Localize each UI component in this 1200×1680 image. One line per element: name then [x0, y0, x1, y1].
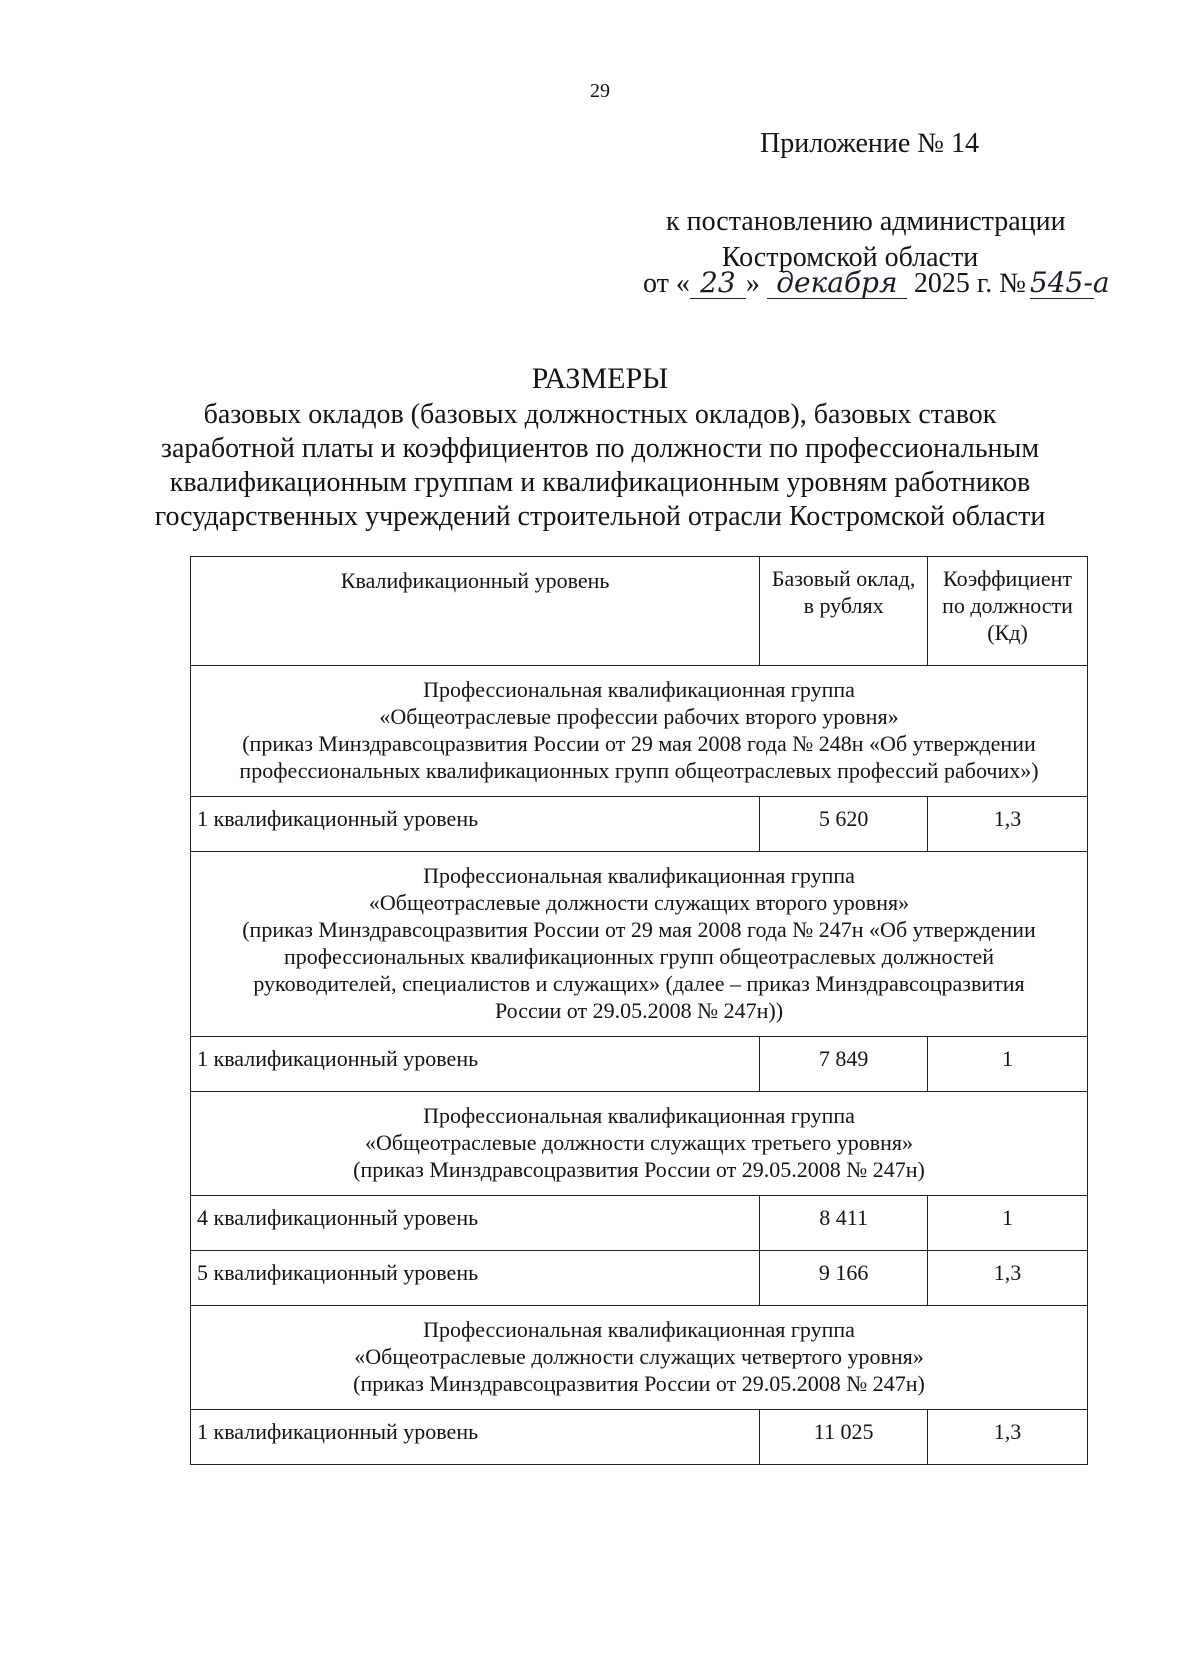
group-line: профессиональных квалификационных групп общеотраслевых должностей: [284, 944, 994, 969]
table-row: [191, 1037, 1088, 1092]
header-salary: [760, 557, 928, 666]
header-coef-line: Коэффициент: [943, 566, 1073, 591]
group-line: (приказ Минздравсоцразвития России от 29.05.2008 № 247н): [353, 1157, 925, 1182]
group-line: России от 29.05.2008 № 247н)): [494, 998, 784, 1023]
salary-cell: 8 411: [760, 1196, 928, 1251]
group-line: «Общеотраслевые должности служащих четвертого уровня»: [354, 1344, 924, 1369]
header-level: [191, 557, 760, 666]
group-line: «Общеотраслевые должности служащих второго уровня»: [368, 890, 910, 915]
salary-table: [190, 556, 1088, 1465]
handwritten-number: 545-а: [1029, 266, 1110, 299]
table-row: [191, 1196, 1088, 1251]
header-salary-line: Базовый оклад,: [771, 566, 916, 591]
salary-cell: 5 620: [760, 797, 928, 852]
group-line: Профессиональная квалификационная группа: [423, 677, 855, 702]
subheading-line: заработной платы и коэффициентов по должности по профессиональным: [160, 433, 1040, 464]
subheading-line: государственных учреждений строительной отрасли Костромской области: [154, 501, 1046, 532]
coefficient-cell: 1,3: [928, 797, 1088, 852]
level-cell: 1 квалификационный уровень: [191, 1037, 760, 1092]
subheading-line: квалификационным группам и квалификационным уровням работников: [169, 467, 1031, 498]
table-row: [191, 797, 1088, 852]
level-cell: 5 квалификационный уровень: [191, 1251, 760, 1306]
page-number: 29: [590, 80, 610, 102]
group-line: руководителей, специалистов и служащих» (далее – приказ Минздравсоцразвития: [253, 971, 1025, 996]
group-description: [191, 852, 1088, 1037]
group-line: профессиональных квалификационных групп общеотраслевых профессий рабочих»): [239, 758, 1039, 783]
group-description: [191, 1306, 1088, 1410]
group-row: [191, 852, 1088, 1037]
header-level-label: Квалификационный уровень: [340, 568, 610, 593]
table-row: [191, 1410, 1088, 1465]
group-row: [191, 1306, 1088, 1410]
document-subheading: [150, 398, 1050, 534]
decree-date: [643, 266, 1110, 300]
group-line: Профессиональная квалификационная группа: [423, 1103, 855, 1128]
handwritten-day: 23: [690, 268, 746, 299]
group-line: (приказ Минздравсоцразвития России от 29 мая 2008 года № 247н «Об утверждении: [242, 917, 1036, 942]
level-cell: 1 квалификационный уровень: [191, 1410, 760, 1465]
salary-cell: 11 025: [760, 1410, 928, 1465]
salary-cell: 7 849: [760, 1037, 928, 1092]
header-coef-line: по должности: [942, 593, 1073, 618]
group-line: Профессиональная квалификационная группа: [423, 863, 855, 888]
group-description: [191, 666, 1088, 797]
decree-line-1: к постановлению администрации: [666, 206, 1066, 237]
header-salary-line: в рублях: [803, 593, 884, 618]
decree-line-2: Костромской области: [721, 242, 979, 273]
date-prefix: от «: [643, 268, 690, 299]
salary-cell: 9 166: [760, 1251, 928, 1306]
coefficient-cell: 1,3: [928, 1251, 1088, 1306]
group-line: «Общеотраслевые должности служащих третьего уровня»: [364, 1130, 914, 1155]
coefficient-cell: 1: [928, 1196, 1088, 1251]
subheading-line: базовых окладов (базовых должностных окладов), базовых ставок: [203, 399, 997, 430]
appendix-title: Приложение № 14: [760, 128, 979, 159]
group-row: [191, 666, 1088, 797]
group-line: (приказ Минздравсоцразвития России от 29.05.2008 № 247н): [353, 1371, 925, 1396]
group-line: «Общеотраслевые профессии рабочих второго уровня»: [379, 704, 899, 729]
table-header-row: [191, 557, 1088, 666]
group-row: [191, 1092, 1088, 1196]
group-description: [191, 1092, 1088, 1196]
header-coef-line: (Кд): [987, 620, 1028, 645]
date-mid: »: [745, 268, 760, 299]
coefficient-cell: 1,3: [928, 1410, 1088, 1465]
date-year: 2025 г. №: [913, 268, 1026, 299]
group-line: (приказ Минздравсоцразвития России от 29 мая 2008 года № 248н «Об утверждении: [242, 731, 1036, 756]
coefficient-cell: 1: [928, 1037, 1088, 1092]
handwritten-month: декабря: [767, 268, 907, 299]
level-cell: 1 квалификационный уровень: [191, 797, 760, 852]
level-cell: 4 квалификационный уровень: [191, 1196, 760, 1251]
document-heading: РАЗМЕРЫ: [531, 362, 669, 395]
table-row: [191, 1251, 1088, 1306]
header-coefficient: [928, 557, 1088, 666]
group-line: Профессиональная квалификационная группа: [423, 1317, 855, 1342]
